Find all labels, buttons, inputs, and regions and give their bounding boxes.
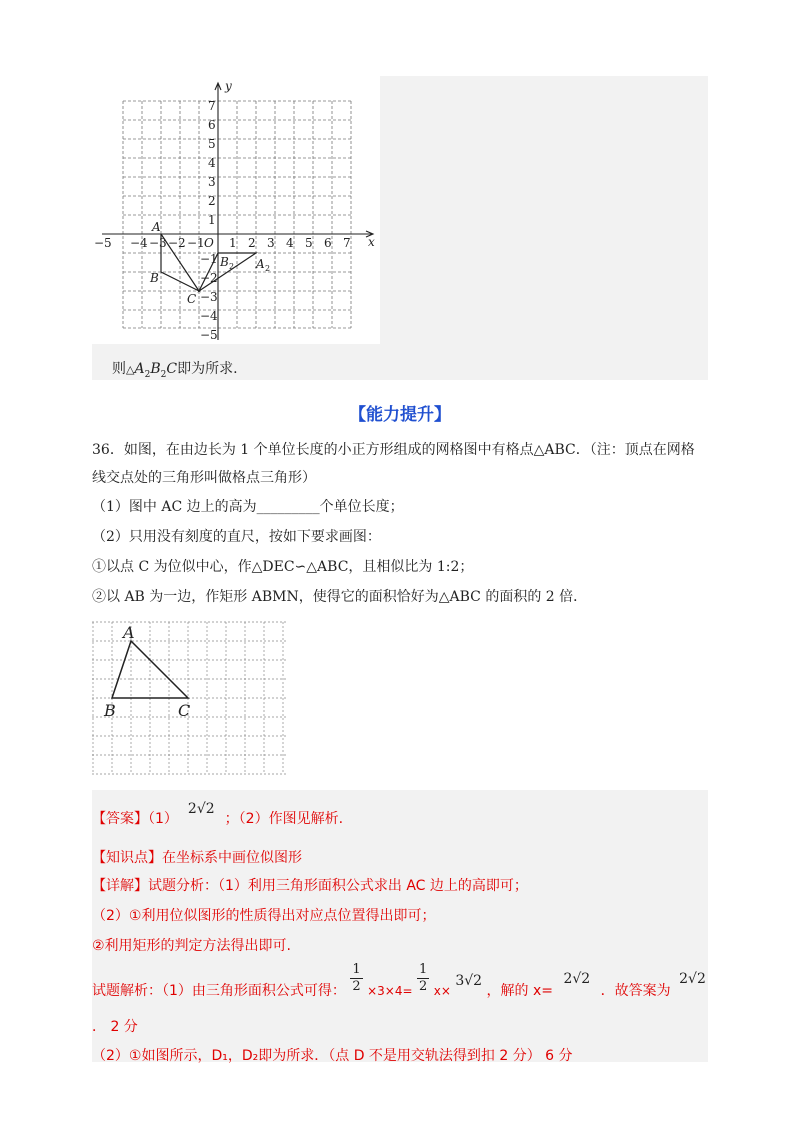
question-line: 36．如图，在由边长为 1 个单位长度的小正方形组成的网格图中有格点△ABC．（注：顶点在网格 <box>92 442 695 458</box>
x-tick: 2 <box>248 236 256 250</box>
y-tick: 6 <box>208 118 216 132</box>
answer-value: 2√2 <box>187 801 215 817</box>
coordinate-graph <box>92 76 392 346</box>
answer-background <box>92 790 708 1062</box>
question-line: ②以 AB 为一边，作矩形 ABMN，使得它的面积恰好为△ABC 的面积的 2 倍． <box>92 589 588 605</box>
x-tick: 4 <box>286 236 294 250</box>
vertex-label-b: B <box>104 701 116 720</box>
vertex-label-c: C <box>178 701 191 720</box>
score-line: ． 2 分 <box>92 1019 138 1035</box>
y-axis-label: y <box>225 79 232 93</box>
answer-last-line: （2）①如图所示，D₁，D₂即为所求．（点 D 不是用交轨法得到扣 2 分） 6 分 <box>92 1048 573 1064</box>
analysis-line: 试题解析：（1）由三角形面积公式可得： $\frac{1}{2}$ ×3×4= $\frac{1}{2}$ x× 3√2 ，解的 x= 2√2 ．故答案为 2√2 <box>92 962 706 999</box>
question-line: （1）图中 AC 边上的高为_________个单位长度； <box>92 499 404 515</box>
question-line: ①以点 C 为位似中心，作△DEC∽△ABC，且相似比为 1:2； <box>92 559 474 575</box>
grid-triangle-figure <box>92 620 288 778</box>
y-tick: −3 <box>200 290 218 304</box>
point-label-b2: B <box>220 255 229 269</box>
point-label-a2: A <box>256 257 265 271</box>
x-tick: −2 <box>168 236 186 250</box>
x-tick: 6 <box>324 236 332 250</box>
question-line: （2）只用没有刻度的直尺，按如下要求画图： <box>92 529 381 545</box>
y-tick: 7 <box>208 99 216 113</box>
x-tick: 5 <box>305 236 313 250</box>
knowledge-point: 【知识点】在坐标系中画位似图形 <box>92 850 302 866</box>
detail-line: ②利用矩形的判定方法得出即可. <box>92 938 292 954</box>
point-label-b2-sub: 2 <box>229 262 235 271</box>
y-tick: 2 <box>208 194 216 208</box>
y-tick: 1 <box>208 213 216 227</box>
detail-line: 【详解】试题分析：（1）利用三角形面积公式求出 AC 边上的高即可； <box>92 878 528 894</box>
figure-caption: 则$\triangle A_2B_2C$即为所求. <box>112 361 238 380</box>
origin-label: O <box>204 236 214 250</box>
point-label-b: B <box>150 271 159 285</box>
x-tick: 1 <box>229 236 237 250</box>
answer-line: 【答案】（1）2√2；（2）作图见解析. <box>92 801 344 827</box>
detail-line: （2）①利用位似图形的性质得出对应点位置得出即可； <box>92 908 436 924</box>
y-tick: −5 <box>200 328 218 342</box>
y-tick: −1 <box>200 252 218 266</box>
point-label-a: A <box>152 220 161 234</box>
section-title: 【能力提升】 <box>349 405 451 425</box>
x-tick: −3 <box>149 236 167 250</box>
x-tick: −4 <box>130 236 148 250</box>
x-tick: −5 <box>94 236 112 250</box>
x-tick: −1 <box>187 236 205 250</box>
x-tick: 3 <box>267 236 275 250</box>
y-tick: −4 <box>200 309 218 323</box>
y-tick: −2 <box>200 271 218 285</box>
y-tick: 4 <box>208 156 216 170</box>
y-tick: 3 <box>208 175 216 189</box>
x-tick: 7 <box>343 236 351 250</box>
vertex-label-a: A <box>123 623 135 642</box>
fraction: $\frac{1}{2}$ <box>352 962 361 994</box>
point-label-c: C <box>187 292 197 306</box>
fraction: $\frac{1}{2}$ <box>418 962 428 994</box>
x-axis-label: x <box>368 235 375 249</box>
question-line: 线交点处的三角形叫做格点三角形） <box>92 470 316 486</box>
y-tick: 5 <box>208 137 216 151</box>
point-label-a2-sub: 2 <box>265 264 271 273</box>
